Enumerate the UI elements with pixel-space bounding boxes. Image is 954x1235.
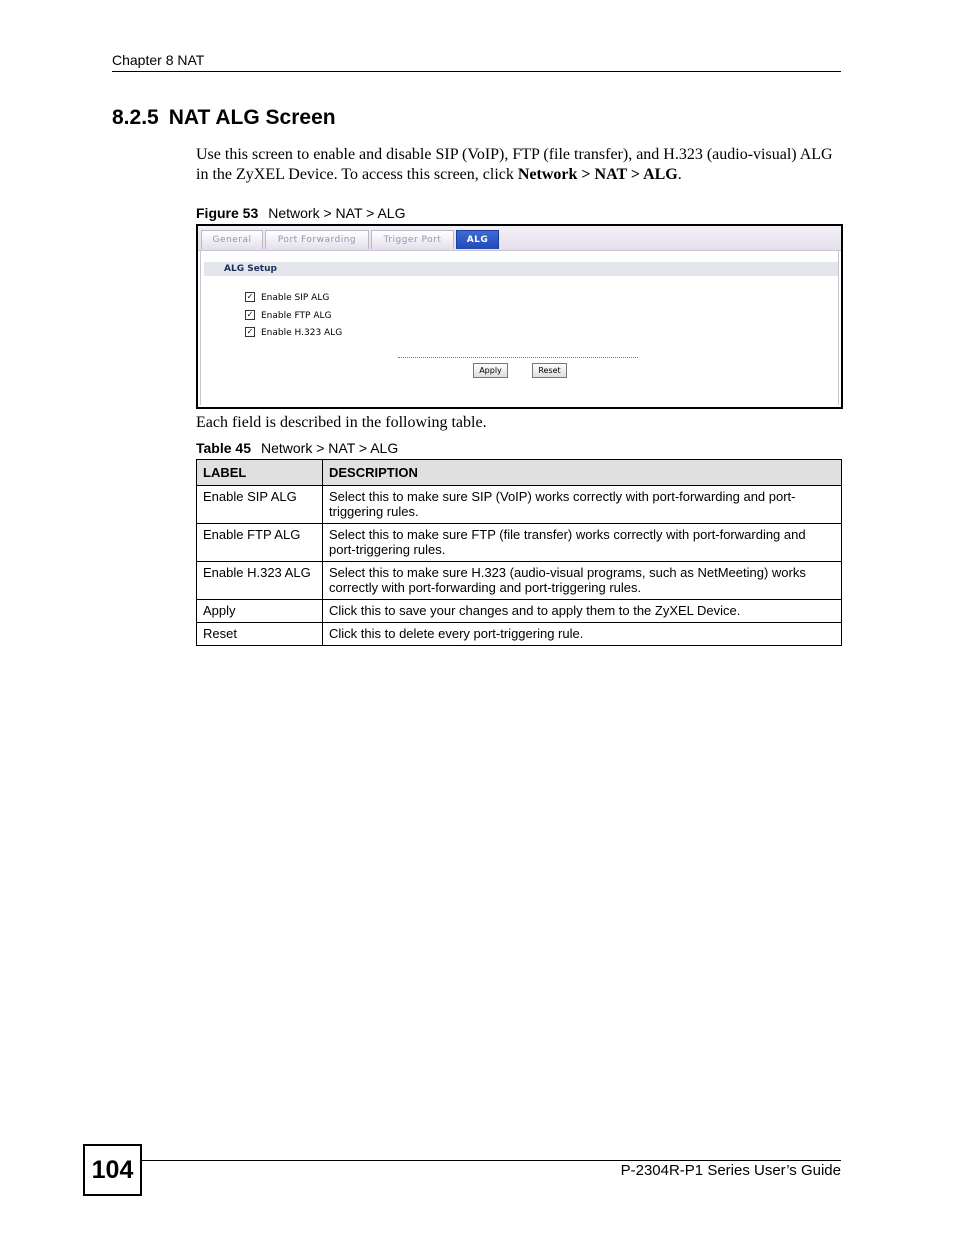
row-description: Select this to make sure FTP (file transfer) works correctly with port-forwarding and port-triggering rules.	[323, 524, 842, 562]
button-separator	[398, 357, 638, 358]
header-label: LABEL	[197, 460, 323, 486]
tab-bar	[198, 226, 841, 251]
panel-border-left	[200, 251, 201, 405]
row-description: Click this to delete every port-triggering rule.	[323, 623, 842, 646]
option-ftp-alg	[245, 310, 331, 322]
page-number: 104	[83, 1144, 142, 1196]
section-title	[112, 106, 336, 130]
intro-text-end: .	[677, 166, 682, 183]
figure-caption	[196, 205, 405, 221]
ftp-alg-label: Enable FTP ALG	[261, 311, 332, 321]
option-sip-alg	[245, 292, 329, 304]
sip-alg-label: Enable SIP ALG	[261, 293, 330, 303]
table-row	[197, 524, 842, 562]
section-title-text: NAT ALG Screen	[168, 106, 336, 129]
tab-trigger-port[interactable]: Trigger Port	[371, 230, 454, 249]
apply-button[interactable]: Apply	[473, 363, 508, 378]
table-row	[197, 600, 842, 623]
sip-alg-checkbox[interactable]: ✓	[246, 291, 254, 301]
header-description: DESCRIPTION	[323, 460, 842, 486]
row-description: Select this to make sure H.323 (audio-visual programs, such as NetMeeting) works correctly with port-forwarding and port-triggering rules.	[323, 562, 842, 600]
panel-border-right	[838, 251, 839, 405]
row-description: Select this to make sure SIP (VoIP) works correctly with port-forwarding and port-triggering rules.	[323, 486, 842, 524]
header-rule	[112, 71, 841, 72]
intro-text: Use this screen to enable and disable SIP (VoIP), FTP (file transfer), and H.323 (audio-visual) ALG in the ZyXEL Device. To access this screen, click	[196, 146, 833, 183]
chapter-header: Chapter 8 NAT	[112, 52, 205, 68]
row-label: Reset	[197, 623, 323, 646]
figure-label: Figure 53	[196, 205, 259, 221]
row-label: Apply	[197, 600, 323, 623]
table-intro: Each field is described in the following table.	[196, 414, 487, 431]
section-number: 8.2.5	[112, 106, 159, 129]
intro-menu-path: Network > NAT > ALG	[517, 166, 678, 183]
option-h323-alg	[245, 327, 342, 339]
alg-setup-heading: ALG Setup	[204, 262, 838, 276]
figure-caption-text: Network > NAT > ALG	[268, 205, 406, 221]
table-header-row	[197, 460, 842, 486]
table-row	[197, 623, 842, 646]
ftp-alg-checkbox[interactable]: ✓	[246, 309, 254, 319]
guide-title: P-2304R-P1 Series User’s Guide	[620, 1162, 841, 1179]
row-label: Enable H.323 ALG	[197, 562, 323, 600]
h323-alg-checkbox[interactable]: ✓	[246, 326, 254, 336]
intro-paragraph	[196, 145, 846, 185]
table-caption	[196, 440, 398, 456]
tab-alg[interactable]: ALG	[456, 230, 499, 249]
row-label: Enable SIP ALG	[197, 486, 323, 524]
h323-alg-label: Enable H.323 ALG	[261, 328, 343, 338]
table-caption-text: Network > NAT > ALG	[261, 440, 399, 456]
table-label: Table 45	[196, 440, 251, 456]
footer-rule	[140, 1160, 841, 1161]
field-description-table	[196, 459, 842, 646]
tab-general[interactable]: General	[201, 230, 263, 249]
table-row	[197, 486, 842, 524]
tab-port-forwarding[interactable]: Port Forwarding	[265, 230, 369, 249]
alg-screen-figure	[196, 224, 843, 409]
table-row	[197, 562, 842, 600]
row-description: Click this to save your changes and to apply them to the ZyXEL Device.	[323, 600, 842, 623]
row-label: Enable FTP ALG	[197, 524, 323, 562]
reset-button[interactable]: Reset	[532, 363, 567, 378]
